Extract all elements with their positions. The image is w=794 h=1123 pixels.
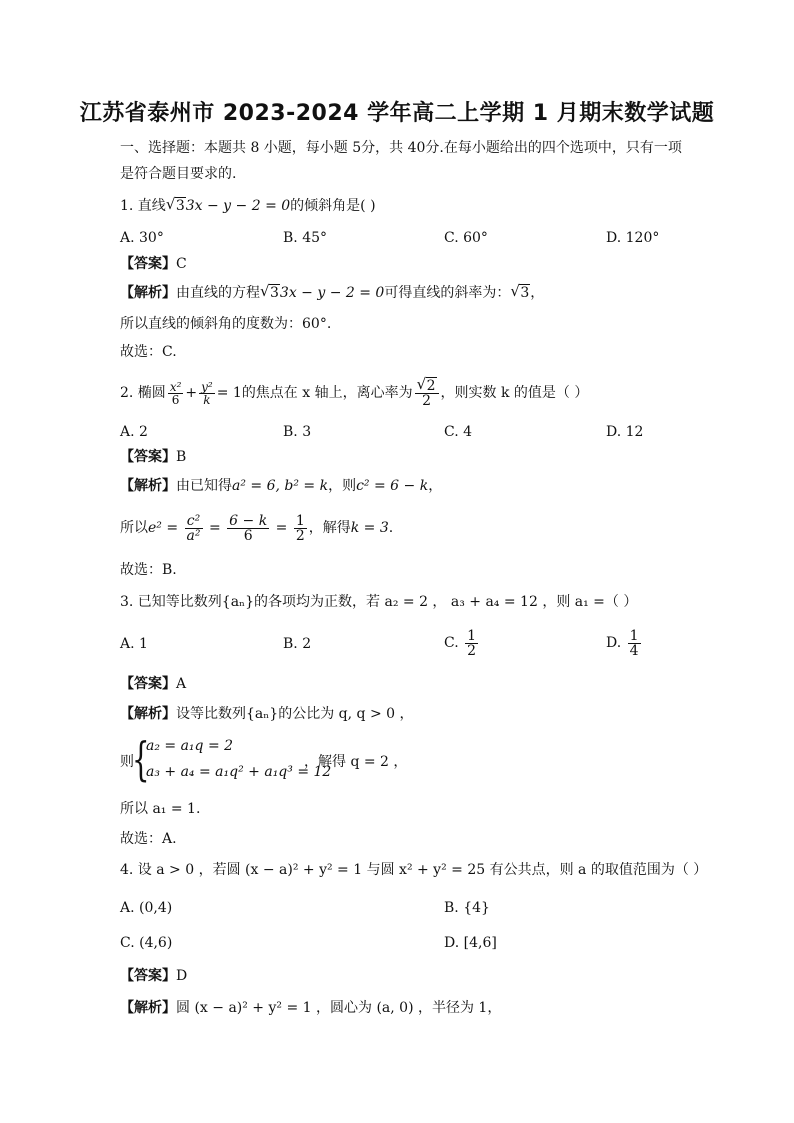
q1-analysis-pre: 由直线的方程 [176,285,260,301]
q1-analysis-line1 [120,283,544,303]
question-3-stem: 3. 已知等比数列{aₙ}的各项均为正数，若 a₂ = 2 ， a₃ + a₄ = 12 ，则 a₁ =（ ） [120,594,638,610]
q1-option-d: D. 120° [606,230,660,246]
q2-analysis-so: 所以 [120,520,148,536]
q4-analysis-line1 [120,998,501,1018]
sqrt3-symbol: √ 3 [166,196,186,216]
fraction-1-over-2: $\frac{1}{2}$ [295,512,305,544]
q2-analysis-post: ， [428,478,443,494]
q3-option-d-label: D. [606,635,622,651]
q3-analysis-line4: 故选：A. [120,831,177,847]
question-2-stem: 2. 椭圆 $\frac{\text{x²}}{6}$ + $\frac{\text{y²}}{k}$ = 1的焦点在 x 轴上，离心率为 √ $\frac{2}{2}$ ，则实数 k 的值是（ ） [120,378,588,408]
section-instruction-line2: 是符合题目要求的. [120,166,237,182]
q2-analysis-pre: 由已知得 [176,478,232,494]
q1-option-a: A. 30° [120,230,164,246]
fraction-6-minus-k-over-6: $\frac{6 - k}{6}$ [229,512,268,544]
q3-analysis-line3: 所以 a₁ = 1. [120,801,201,817]
q2-analysis-line2: 所以e² = $\frac{\text{c²}}{\text{a²}}$ = $\frac{6 - k}{6}$ = $\frac{1}{2}$ ，解得k = 3. [120,512,394,544]
analysis-label: 【解析】 [120,706,176,722]
q3-answer-value: A [176,676,187,692]
answer-label: 【答案】 [120,449,176,465]
q1-analysis-post: 可得直线的斜率为： [384,285,511,301]
q3-system-row2: a₃ + a₄ = a₁q² + a₁q³ = 12 [146,764,332,780]
q3-analysis-line1 [120,704,413,724]
q4-analysis-text: 圆 (x − a)² + y² = 1 ，圆心为 (a, 0) ，半径为 1， [176,1000,502,1016]
q3-option-d [606,626,643,660]
q2-stem-post: ，则实数 k 的值是（ ） [440,385,589,401]
q4-answer-value: D [176,968,188,984]
q4-option-d: D. [4,6] [444,935,497,951]
q4-option-b: B. {4} [444,900,490,916]
q2-analysis-line3: 故选：B. [120,562,177,578]
q2-answer-value: B [176,449,187,465]
page-title: 江苏省泰州市 2023-2024 学年高二上学期 1 月期末数学试题 [79,101,715,126]
analysis-label: 【解析】 [120,1000,176,1016]
q1-option-c: C. 60° [444,230,488,246]
question-1-stem [120,196,376,216]
q3-option-c-label: C. [444,635,459,651]
fraction-y2-over-k: $\frac{\text{y²}}{k}$ [201,379,213,407]
q1-stem-post: 的倾斜角是( ) [290,198,376,214]
fraction-1-over-2: $\frac{1}{2}$ [467,627,477,659]
left-brace-icon: { [132,732,150,786]
q2-option-a: A. 2 [120,424,148,440]
q1-stem-equation: 3x − y − 2 = 0 [185,198,291,214]
q1-analysis-tail: ， [530,285,545,301]
q3-option-a: A. 1 [120,636,148,652]
fraction-c2-over-a2: $\frac{\text{c²}}{\text{a²}}$ [186,512,201,544]
sqrt3-symbol: √ 3 [260,283,280,303]
q1-stem-pre: 1. 直线 [120,198,166,214]
q4-option-c: C. (4,6) [120,935,173,951]
q2-option-d: D. 12 [606,424,644,440]
q2-option-c: C. 4 [444,424,473,440]
q3-analysis-text: 设等比数列{aₙ}的公比为 q, q > 0 ， [176,706,414,722]
section-instruction-line1: 一、选择题：本题共 8 小题，每小题 5分，共 40分.在每小题给出的四个选项中，只有一项 [120,140,682,156]
q3-option-c [444,626,480,660]
q2-analysis-line1 [120,476,442,496]
answer-label: 【答案】 [120,256,176,272]
q2-analysis-k-value: k = 3 [350,520,389,536]
answer-label: 【答案】 [120,968,176,984]
q2-analysis-eq2: c² = 6 − k [356,478,429,494]
sqrt3-symbol: √ 3 [510,283,530,303]
q1-answer-value: C [176,256,187,272]
q1-analysis-equation: 3x − y − 2 = 0 [279,285,385,301]
q4-answer [120,966,187,986]
q3-option-b: B. 2 [283,636,312,652]
q2-analysis-eq1: a² = 6, b² = k [232,478,329,494]
fraction-x2-over-6: $\frac{\text{x²}}{6}$ [169,379,182,407]
q2-analysis-solve: ，解得 [308,520,351,536]
q3-system-row1: a₂ = a₁q = 2 [146,738,234,754]
fraction-1-over-4: $\frac{1}{4}$ [629,627,639,659]
q3-answer [120,674,186,694]
fraction-sqrt2-over-2: √ $\frac{2}{2}$ [415,379,439,408]
q1-answer [120,254,187,274]
q3-system-post: ，解得 q = 2 ， [304,754,408,770]
q2-answer [120,447,186,467]
q2-option-b: B. 3 [283,424,312,440]
q2-analysis-mid: ，则 [328,478,357,494]
q1-option-b: B. 45° [283,230,328,246]
q2-stem-mid: 的焦点在 x 轴上，离心率为 [241,385,413,401]
analysis-label: 【解析】 [120,478,176,494]
q3-then: 则 [120,754,134,770]
q2-analysis-tail: . [388,520,394,536]
q1-analysis-line3: 故选：C. [120,344,177,360]
q4-option-a: A. (0,4) [120,900,173,916]
q2-stem-pre: 2. 椭圆 [120,385,166,401]
answer-label: 【答案】 [120,676,176,692]
q1-analysis-line2: 所以直线的倾斜角的度数为：60°. [120,316,332,332]
question-4-stem: 4. 设 a > 0 ，若圆 (x − a)² + y² = 1 与圆 x² + y² = 25 有公共点，则 a 的取值范围为（ ） [120,862,708,878]
analysis-label: 【解析】 [120,285,176,301]
